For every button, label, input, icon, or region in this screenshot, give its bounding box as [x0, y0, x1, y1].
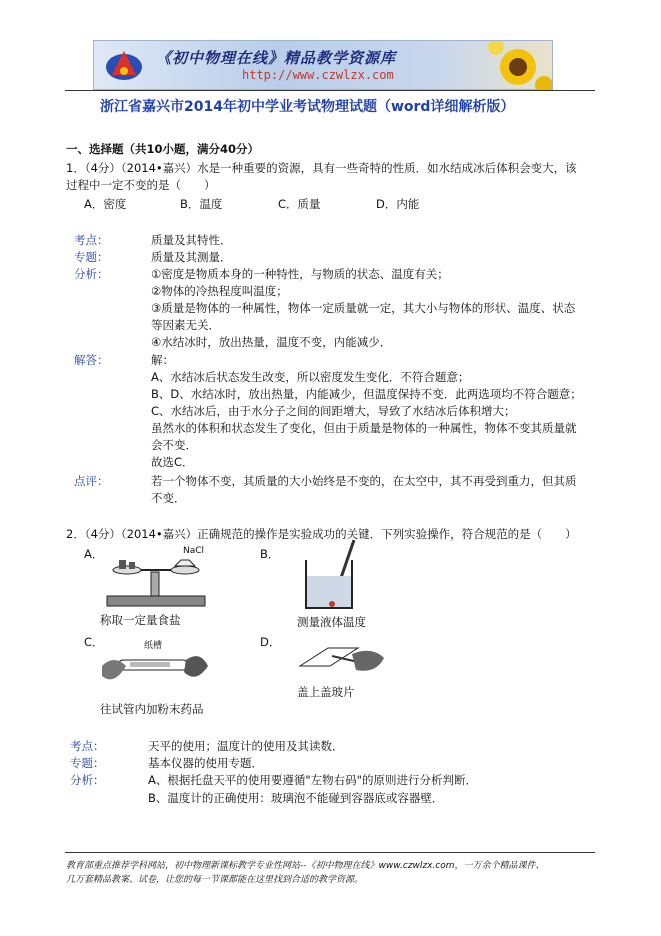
- q1-fenxi-label: 分析：: [74, 267, 109, 281]
- section-heading: 一、选择题（共10小题，满分40分）: [66, 142, 260, 156]
- q1-option-c: C．质量: [278, 197, 321, 211]
- q1-jieda-line: C、水结冰后，由于水分子之间的间距增大，导致了水结冰后体积增大；: [151, 404, 516, 418]
- cover-slip-icon: [296, 636, 386, 682]
- q1-jieda-line: B、D、水结冰时，放出热量，内能减少，但温度保持不变．此两选项均不符合题意；: [151, 387, 582, 401]
- q2-option-b-label: B．: [260, 547, 280, 561]
- cover-slip-figure: [296, 636, 386, 682]
- balance-scale-icon: [101, 548, 211, 612]
- footer-rule: [65, 852, 595, 853]
- q2-fenxi-line: A、根据托盘天平的使用要遵循"左物右码"的原则进行分析判断．: [148, 773, 477, 787]
- footer-line2: 几万套精品教案、试卷，让您的每一节课都能在这里找到合适的教学资源。: [66, 875, 364, 885]
- q2-fenxi-line: B、温度计的正确使用：玻璃泡不能碰到容器底或容器壁．: [148, 791, 444, 805]
- q2-option-a-label: A．: [84, 547, 104, 561]
- footer-line1: 教育部重点推荐学科网站，初中物理新课标教学专业性网站--《初中物理在线》www.czwlzx.com，一万余个精品课件、: [66, 861, 545, 871]
- q2-zhuanti-label: 专题：: [70, 756, 105, 770]
- q2-option-c-label: C．: [84, 635, 104, 649]
- balance-figure: [101, 548, 211, 612]
- q2-caption-d: 盖上盖玻片: [297, 685, 355, 699]
- banner-title: 《初中物理在线》精品教学资源库: [156, 49, 397, 67]
- q2-kaodian: 天平的使用；温度计的使用及其读数．: [148, 739, 344, 753]
- q2-caption-c: 往试管内加粉末药品: [100, 702, 204, 716]
- test-tube-figure: [100, 636, 210, 696]
- q2-caption-b: 测量液体温度: [297, 615, 366, 629]
- q1-kaodian: 质量及其特性．: [151, 233, 232, 247]
- q1-fenxi-line: ②物体的冷热程度叫温度；: [151, 284, 288, 298]
- q2-caption-a: 称取一定量食盐: [100, 613, 181, 627]
- beaker-thermometer-icon: [296, 538, 366, 612]
- banner-url[interactable]: http://www.czwlzx.com: [242, 68, 394, 82]
- paper-trough-label: 纸槽: [144, 641, 163, 651]
- q2-option-d-label: D．: [260, 635, 281, 649]
- document-title: 浙江省嘉兴市2014年初中学业考试物理试题（word详细解析版）: [100, 99, 515, 115]
- q1-jieda-label: 解答：: [74, 353, 109, 367]
- q2-kaodian-label: 考点：: [70, 739, 105, 753]
- sunflower-icon: [484, 41, 552, 89]
- q2-stem: 2．（4分）（2014•嘉兴）正确规范的操作是实验成功的关键．下列实验操作，符合规范的是（ ）: [66, 527, 577, 541]
- q1-option-a: A．密度: [84, 197, 127, 211]
- q1-option-b: B．温度: [180, 197, 223, 211]
- header-banner: [93, 40, 553, 90]
- q1-zhuanti: 质量及其测量．: [151, 250, 232, 264]
- q1-stem-line2: 过程中一定不变的是（ ）: [66, 178, 216, 192]
- q2-zhuanti: 基本仪器的使用专题．: [148, 756, 263, 770]
- q1-jieda-line: 会不变．: [151, 438, 197, 452]
- q1-kaodian-label: 考点：: [74, 233, 109, 247]
- q1-stem-line1: 1．（4分）（2014•嘉兴）水是一种重要的资源，具有一些奇特的性质．如水结成冰后体积会变大，该: [66, 161, 577, 175]
- q1-dianping-line: 不变．: [151, 491, 186, 505]
- q1-fenxi-line: ①密度是物质本身的一种特性，与物质的状态、温度有关；: [151, 267, 449, 281]
- beaker-figure: [296, 538, 366, 612]
- q1-jieda-line: 虽然水的体积和状态发生了变化，但由于质量是物体的一种属性，物体不变其质量就: [151, 421, 577, 435]
- q1-jieda-line: 解：: [151, 353, 174, 367]
- q1-dianping-label: 点评：: [74, 474, 109, 488]
- q1-jieda-line: A、水结冰后状态发生改变，所以密度发生变化．不符合题意；: [151, 370, 470, 384]
- site-logo-icon: [102, 45, 146, 85]
- q1-fenxi-line: ③质量是物体的一种属性，物体一定质量就一定，其大小与物体的形状、温度、状态: [151, 301, 576, 315]
- q1-fenxi-line: ④水结冰时，放出热量，温度不变，内能减少．: [151, 335, 392, 349]
- q2-fenxi-label: 分析：: [70, 773, 105, 787]
- q1-zhuanti-label: 专题：: [74, 250, 109, 264]
- header-rule: [65, 90, 595, 91]
- q1-dianping-line: 若一个物体不变，其质量的大小始终是不变的，在太空中，其不再受到重力，但其质: [151, 474, 577, 488]
- nacl-label: NaCl: [183, 546, 205, 556]
- q1-fenxi-line: 等因素无关．: [151, 318, 220, 332]
- q1-option-d: D．内能: [376, 197, 420, 211]
- q1-jieda-line: 故选C．: [151, 455, 194, 469]
